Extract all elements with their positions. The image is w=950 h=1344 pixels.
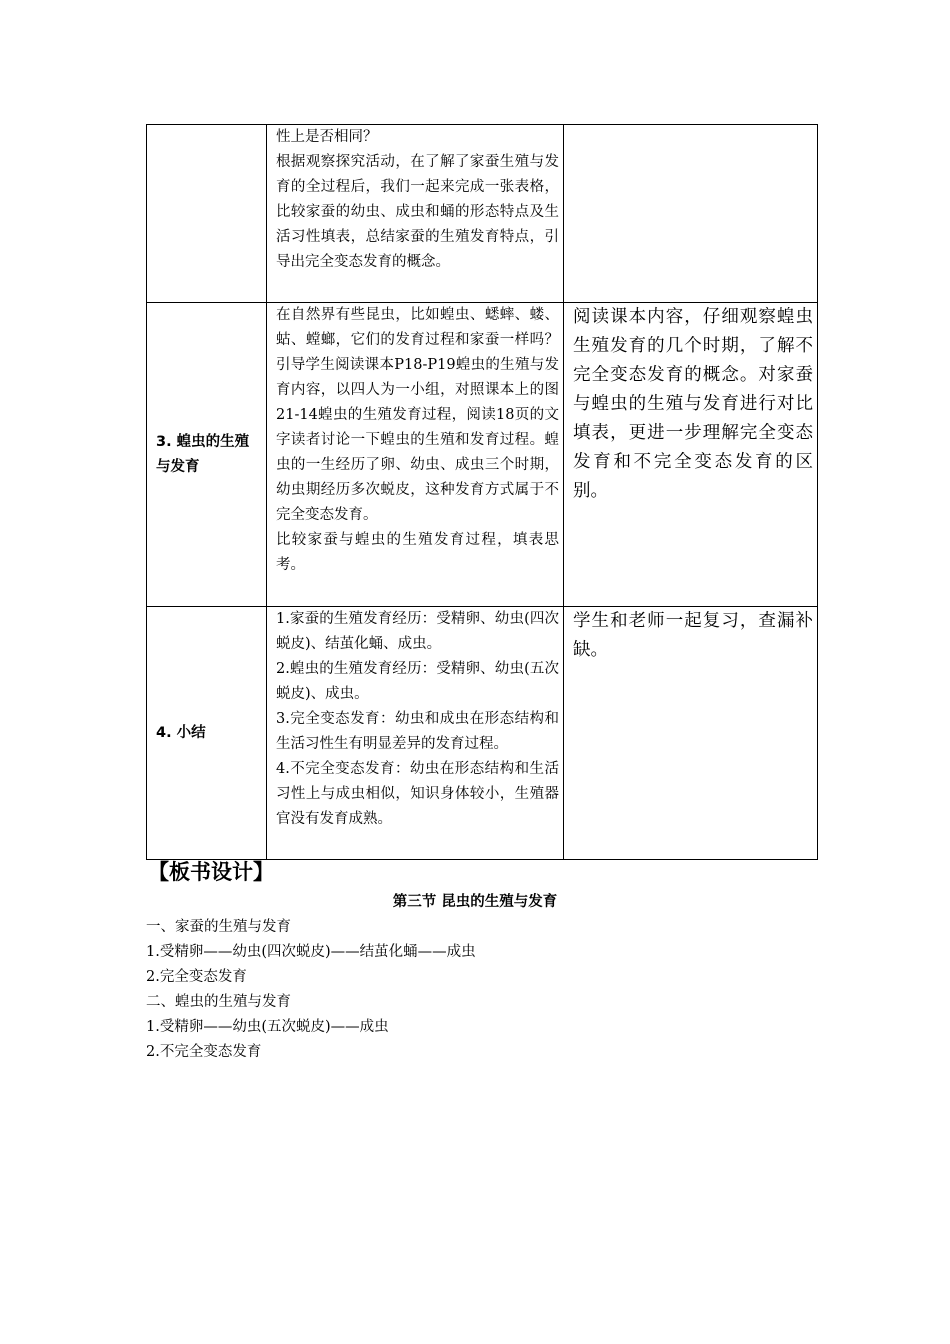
activity-paragraph: 在自然界有些昆虫，比如蝗虫、蟋蟀、蝼、蛄、螳螂，它们的发育过程和家蚕一样吗？引导学生阅读课本P18-P19蝗虫的生殖与发育内容，以四人为一小组，对照课本上的图21-14蝗虫的生殖发育过程，阅读18页的文字读者讨论一下蝗虫的生殖和发育过程。蝗虫的一生经历了卵、幼虫、成虫三个时期，幼虫期经历多次蜕皮，这种发育方式属于不完全变态发育。 bbox=[276, 307, 559, 523]
table-row bbox=[147, 607, 818, 860]
activity-paragraph: 4.不完全变态发育：幼虫在形态结构和生活习性上与成虫相似，知识身体较小，生殖器官没有发育成熟。 bbox=[276, 761, 559, 827]
table-row bbox=[147, 303, 818, 607]
activity-cell bbox=[267, 607, 564, 860]
stage-cell bbox=[147, 125, 267, 303]
board-design-heading: 【板书设计】 bbox=[148, 860, 274, 884]
student-activity-text: 学生和老师一起复习，查漏补缺。 bbox=[573, 611, 813, 660]
activity-paragraph: 根据观察探究活动，在了解了家蚕生殖与发育的全过程后，我们一起来完成一张表格，比较家蚕的幼虫、成虫和蛹的形态特点及生活习性填表，总结家蚕的生殖发育特点，引导出完全变态发育的概念。 bbox=[276, 154, 559, 270]
student-activity-text: 阅读课本内容，仔细观察蝗虫生殖发育的几个时期，了解不完全变态发育的概念。对家蚕与蝗虫的生殖与发育进行对比填表，更进一步理解完全变态发育和不完全变态发育的区别。 bbox=[573, 307, 813, 501]
board-title: 第三节 昆虫的生殖与发育 bbox=[392, 894, 558, 910]
board-line: 1.受精卵——幼虫(五次蜕皮)——成虫 bbox=[146, 1019, 389, 1035]
board-line: 2.完全变态发育 bbox=[146, 969, 247, 985]
activity-paragraph: 比较家蚕与蝗虫的生殖发育过程，填表思考。 bbox=[276, 532, 559, 573]
board-line: 1.受精卵——幼虫(四次蜕皮)——结茧化蛹——成虫 bbox=[146, 944, 476, 960]
activity-paragraph: 1.家蚕的生殖发育经历：受精卵、幼虫(四次蜕皮)、结茧化蛹、成虫。 bbox=[276, 611, 559, 652]
activity-cell bbox=[267, 125, 564, 303]
stage-label: 4. 小结 bbox=[156, 724, 206, 741]
stage-label: 3. 蝗虫的生殖与发育 bbox=[156, 433, 250, 475]
board-line: 一、家蚕的生殖与发育 bbox=[146, 919, 291, 935]
stage-cell bbox=[147, 607, 267, 860]
lesson-table bbox=[146, 124, 818, 860]
student-cell bbox=[564, 607, 818, 860]
activity-paragraph: 性上是否相同？ bbox=[276, 129, 378, 145]
student-cell bbox=[564, 303, 818, 607]
board-line: 二、蝗虫的生殖与发育 bbox=[146, 994, 291, 1010]
activity-cell bbox=[267, 303, 564, 607]
board-line: 2.不完全变态发育 bbox=[146, 1044, 262, 1060]
student-cell bbox=[564, 125, 818, 303]
table-row bbox=[147, 125, 818, 303]
activity-paragraph: 3.完全变态发育：幼虫和成虫在形态结构和生活习性生有明显差异的发育过程。 bbox=[276, 711, 559, 752]
board-lines bbox=[146, 915, 476, 1065]
activity-paragraph: 2.蝗虫的生殖发育经历：受精卵、幼虫(五次蜕皮)、成虫。 bbox=[276, 661, 559, 702]
stage-cell bbox=[147, 303, 267, 607]
